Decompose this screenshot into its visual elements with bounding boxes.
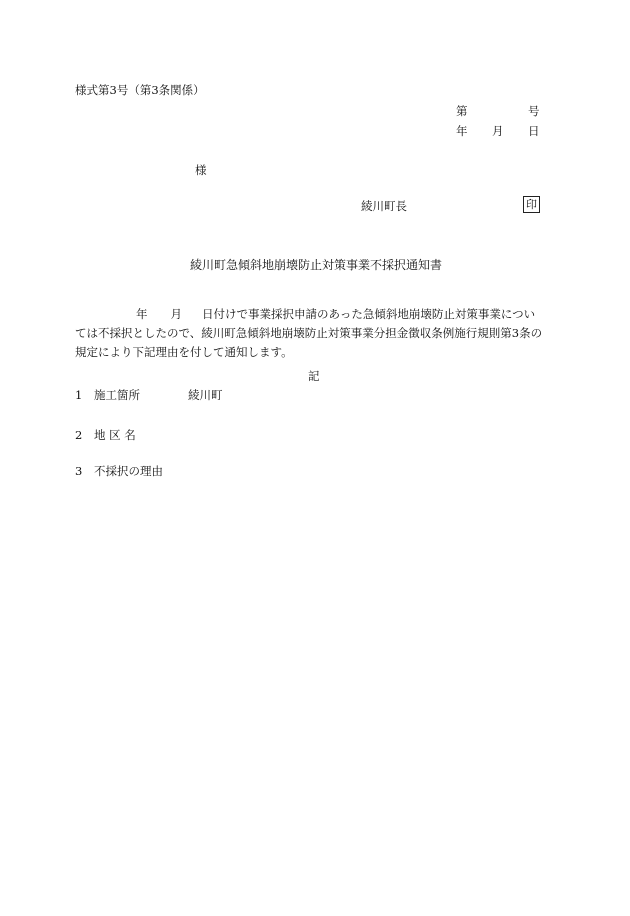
date-year: 年: [456, 124, 468, 138]
body-month: 月: [170, 307, 182, 321]
date-day: 日: [528, 124, 540, 138]
form-label: 様式第3号（第3条関係）: [75, 83, 205, 97]
seal-mark: [523, 196, 540, 213]
body-line-3: 規定により下記理由を付して通知します。: [75, 345, 293, 359]
seal-char: 印: [526, 198, 537, 211]
body-line-2: ては不採択としたので、綾川町急傾斜地崩壊防止対策事業分担金徴収条例施行規則第3条の: [75, 326, 543, 340]
date-month: 月: [492, 124, 504, 138]
item-2-label: 地 区 名: [94, 428, 136, 442]
item-3-label: 不採択の理由: [94, 464, 163, 478]
item-1-number: 1: [75, 388, 83, 402]
item-3-number: 3: [75, 464, 83, 478]
document-number-suffix: 号: [528, 104, 540, 118]
addressee-suffix: 様: [195, 163, 207, 177]
sender-name: 綾川町長: [361, 199, 407, 213]
body-paragraph: [75, 305, 555, 362]
item-1-value: 綾川町: [188, 388, 223, 402]
body-line-1-text: 日付けで事業採択申請のあった急傾斜地崩壊防止対策事業につい: [202, 307, 536, 321]
body-year: 年: [136, 307, 148, 321]
body-line-1: [75, 305, 555, 324]
ki-heading: 記: [308, 369, 320, 383]
document-title: 綾川町急傾斜地崩壊防止対策事業不採択通知書: [190, 258, 443, 272]
item-1-label: 施工箇所: [94, 388, 140, 402]
document-number-prefix: 第: [456, 104, 468, 118]
item-2-number: 2: [75, 428, 83, 442]
